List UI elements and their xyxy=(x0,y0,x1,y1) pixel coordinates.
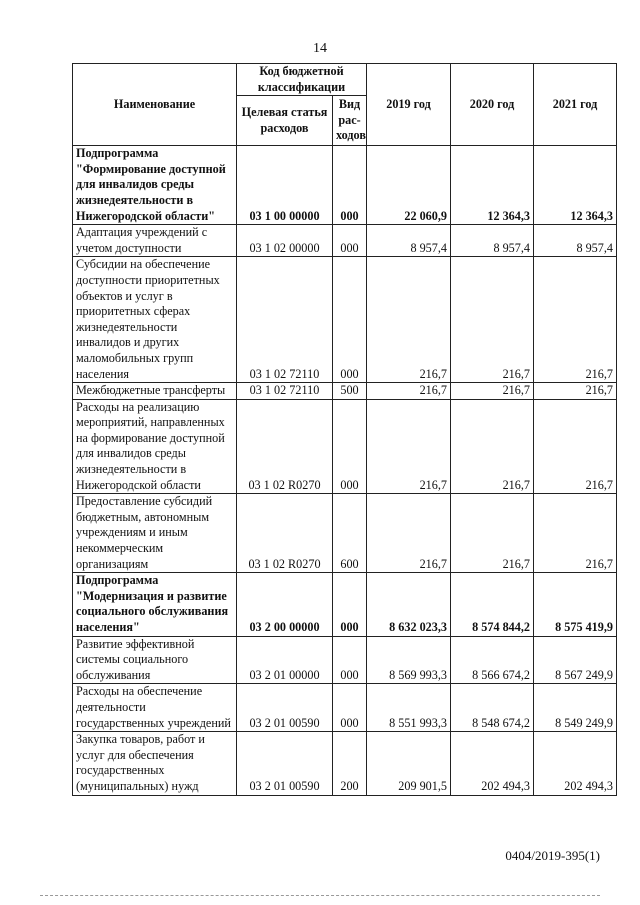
row-value-2020: 216,7 xyxy=(451,257,534,383)
row-value-2021: 216,7 xyxy=(534,383,617,400)
row-target-code: 03 1 02 72110 xyxy=(237,257,333,383)
row-value-2021: 202 494,3 xyxy=(534,732,617,795)
row-target-code: 03 2 01 00590 xyxy=(237,684,333,732)
row-expense-type: 000 xyxy=(333,225,367,257)
row-target-code: 03 1 02 R0270 xyxy=(237,399,333,494)
header-target-article: Целевая статья расходов xyxy=(237,96,333,146)
row-name: Адаптация учреждений с учетом доступности xyxy=(73,225,237,257)
row-expense-type: 500 xyxy=(333,383,367,400)
row-value-2019: 216,7 xyxy=(367,399,451,494)
row-name: Закупка товаров, работ и услуг для обеспечения государственных (муниципальных) нужд xyxy=(73,732,237,795)
table-row xyxy=(73,732,617,795)
row-target-code: 03 1 02 R0270 xyxy=(237,494,333,573)
row-value-2020: 216,7 xyxy=(451,399,534,494)
row-value-2021: 12 364,3 xyxy=(534,146,617,225)
table-row xyxy=(73,146,617,225)
row-name: Межбюджетные трансферты xyxy=(73,383,237,400)
row-value-2021: 216,7 xyxy=(534,257,617,383)
row-value-2019: 216,7 xyxy=(367,494,451,573)
table-row xyxy=(73,257,617,383)
row-name: Расходы на обеспечение деятельности государственных учреждений xyxy=(73,684,237,732)
row-expense-type: 000 xyxy=(333,399,367,494)
row-name: Субсидии на обеспечение доступности приоритетных объектов и услуг в приоритетных сферах жизнедеятельности инвалидов и других маломобильных групп населения xyxy=(73,257,237,383)
row-target-code: 03 1 02 72110 xyxy=(237,383,333,400)
row-value-2020: 216,7 xyxy=(451,383,534,400)
table-row xyxy=(73,225,617,257)
row-value-2020: 8 566 674,2 xyxy=(451,636,534,684)
row-target-code: 03 1 02 00000 xyxy=(237,225,333,257)
row-name: Развитие эффективной системы социального обслуживания xyxy=(73,636,237,684)
row-value-2019: 8 551 993,3 xyxy=(367,684,451,732)
row-expense-type: 000 xyxy=(333,146,367,225)
header-2019: 2019 год xyxy=(367,64,451,146)
header-expense-type: Вид рас-ходов xyxy=(333,96,367,146)
row-name: Предоставление субсидий бюджетным, автономным учреждениям и иным некоммерческим организациям xyxy=(73,494,237,573)
page-number: 14 xyxy=(313,41,327,56)
table-row xyxy=(73,494,617,573)
row-target-code: 03 2 01 00590 xyxy=(237,732,333,795)
row-value-2021: 216,7 xyxy=(534,494,617,573)
header-name: Наименование xyxy=(73,64,237,146)
row-expense-type: 000 xyxy=(333,257,367,383)
row-value-2020: 8 548 674,2 xyxy=(451,684,534,732)
table-row xyxy=(73,383,617,400)
row-expense-type: 000 xyxy=(333,573,367,636)
row-name: Расходы на реализацию мероприятий, направленных на формирование доступной для инвалидов среды жизнедеятельности в Нижегородской области xyxy=(73,399,237,494)
header-2021: 2021 год xyxy=(534,64,617,146)
row-expense-type: 000 xyxy=(333,684,367,732)
row-target-code: 03 2 00 00000 xyxy=(237,573,333,636)
row-value-2020: 8 574 844,2 xyxy=(451,573,534,636)
table-row xyxy=(73,684,617,732)
budget-table xyxy=(72,63,617,796)
row-value-2021: 8 549 249,9 xyxy=(534,684,617,732)
row-value-2021: 8 575 419,9 xyxy=(534,573,617,636)
row-value-2020: 216,7 xyxy=(451,494,534,573)
row-expense-type: 200 xyxy=(333,732,367,795)
row-value-2020: 8 957,4 xyxy=(451,225,534,257)
row-name: Подпрограмма "Модернизация и развитие социального обслуживания населения" xyxy=(73,573,237,636)
table-row xyxy=(73,399,617,494)
row-expense-type: 600 xyxy=(333,494,367,573)
row-value-2019: 8 632 023,3 xyxy=(367,573,451,636)
row-value-2019: 216,7 xyxy=(367,383,451,400)
row-value-2020: 12 364,3 xyxy=(451,146,534,225)
row-value-2021: 8 957,4 xyxy=(534,225,617,257)
row-value-2019: 216,7 xyxy=(367,257,451,383)
row-expense-type: 000 xyxy=(333,636,367,684)
header-2020: 2020 год xyxy=(451,64,534,146)
row-value-2021: 8 567 249,9 xyxy=(534,636,617,684)
document-code: 0404/2019-395(1) xyxy=(505,848,600,863)
row-value-2019: 22 060,9 xyxy=(367,146,451,225)
row-name: Подпрограмма "Формирование доступной для инвалидов среды жизнедеятельности в Нижегородской области" xyxy=(73,146,237,225)
row-value-2021: 216,7 xyxy=(534,399,617,494)
table-row xyxy=(73,636,617,684)
header-budget-code: Код бюджетной классификации xyxy=(237,64,367,96)
page-edge-divider xyxy=(40,895,600,896)
row-target-code: 03 2 01 00000 xyxy=(237,636,333,684)
table-row xyxy=(73,573,617,636)
row-value-2020: 202 494,3 xyxy=(451,732,534,795)
row-value-2019: 209 901,5 xyxy=(367,732,451,795)
row-value-2019: 8 957,4 xyxy=(367,225,451,257)
row-value-2019: 8 569 993,3 xyxy=(367,636,451,684)
row-target-code: 03 1 00 00000 xyxy=(237,146,333,225)
